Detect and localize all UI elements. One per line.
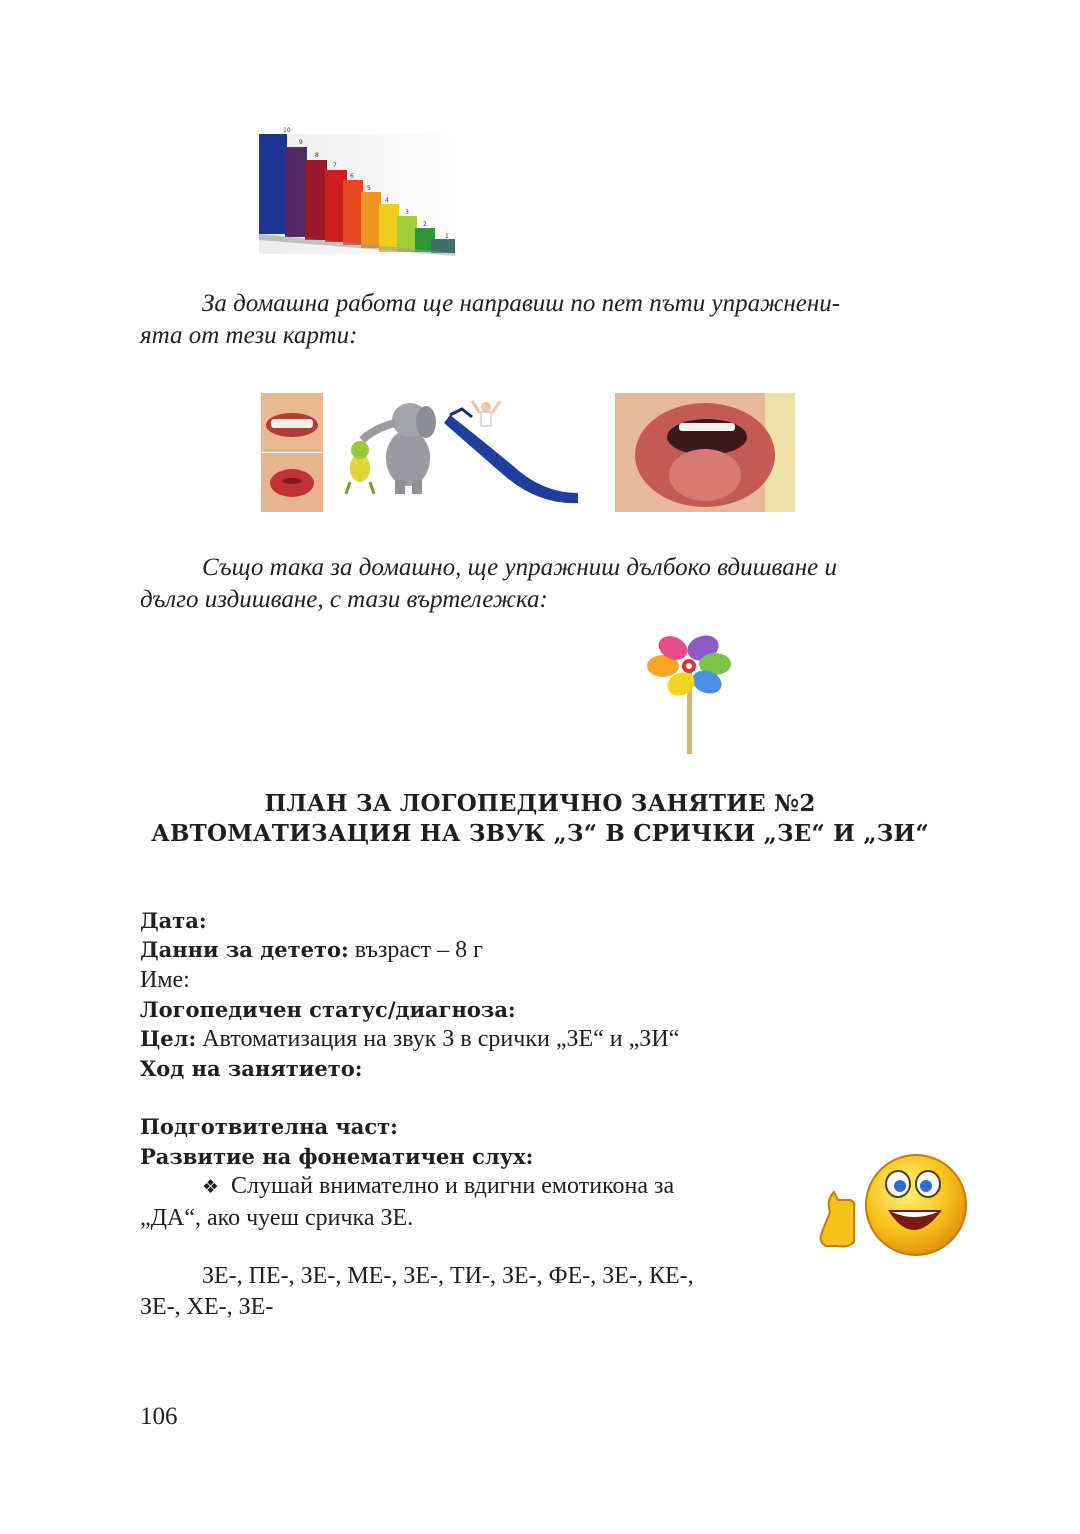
step-label: 1: [445, 233, 449, 240]
phonematic-heading: Развитие на фонематичен слух:: [140, 1144, 534, 1169]
status-field: Логопедичен статус/диагноза:: [140, 997, 516, 1022]
mouth-smile-pucker-image: [261, 393, 323, 512]
homework-paragraph-2: Също така за домашно, ще упражниш дълбоко вдишване и дълго издишване, с тази въртележка:: [140, 554, 837, 613]
syllable-line-2: ЗЕ-, ХЕ-, ЗЕ-: [140, 1294, 274, 1320]
course-heading: Ход на занятието:: [140, 1056, 363, 1081]
staircase-steps-image: [255, 122, 460, 257]
goal-field: Цел: Автоматизация на звук З в срички „ЗЕ“ и „ЗИ“: [140, 1026, 680, 1052]
syllable-line-1: ЗЕ-, ПЕ-, ЗЕ-, МЕ-, ЗЕ-, ТИ-, ЗЕ-, ФЕ-, ЗЕ-, КЕ-,: [202, 1263, 694, 1289]
elephant-frog-image: [340, 398, 442, 498]
plan-title-line-1: ПЛАН ЗА ЛОГОПЕДИЧНО ЗАНЯТИЕ №2: [264, 790, 816, 817]
bullet-icon: ❖: [202, 1176, 220, 1198]
homework-paragraph-1: За домашна работа ще направиш по пет пъти упражнени- ята от тези карти:: [140, 290, 841, 349]
thumbs-up-smiley-icon: [808, 1152, 970, 1260]
step-label: 6: [350, 173, 354, 180]
playground-slide-image: [442, 395, 582, 510]
step-label: 10: [283, 127, 291, 134]
step-label: 5: [367, 185, 371, 192]
task-instruction-cont: „ДА“, ако чуеш сричка ЗЕ.: [140, 1205, 414, 1231]
name-field: Име:: [140, 967, 190, 993]
plan-title-line-2: АВТОМАТИЗАЦИЯ НА ЗВУК „З“ В СРИЧКИ „ЗЕ“ И „ЗИ“: [151, 820, 929, 847]
step-label: 8: [315, 152, 319, 159]
tongue-out-image: [615, 393, 795, 512]
step-label: 3: [405, 209, 409, 216]
step-label: 7: [333, 162, 337, 169]
child-data-field: Данни за детето: възраст – 8 г: [140, 937, 483, 963]
step-label: 2: [423, 221, 427, 228]
prep-heading: Подготвителна част:: [140, 1114, 398, 1139]
step-label: 9: [299, 139, 303, 146]
page-number: 106: [140, 1403, 178, 1430]
pinwheel-image: [643, 632, 735, 754]
task-instruction: ❖ Слушай внимателно и вдигни емотикона за: [202, 1173, 675, 1199]
step-label: 4: [385, 197, 389, 204]
date-field: Дата:: [140, 908, 207, 933]
